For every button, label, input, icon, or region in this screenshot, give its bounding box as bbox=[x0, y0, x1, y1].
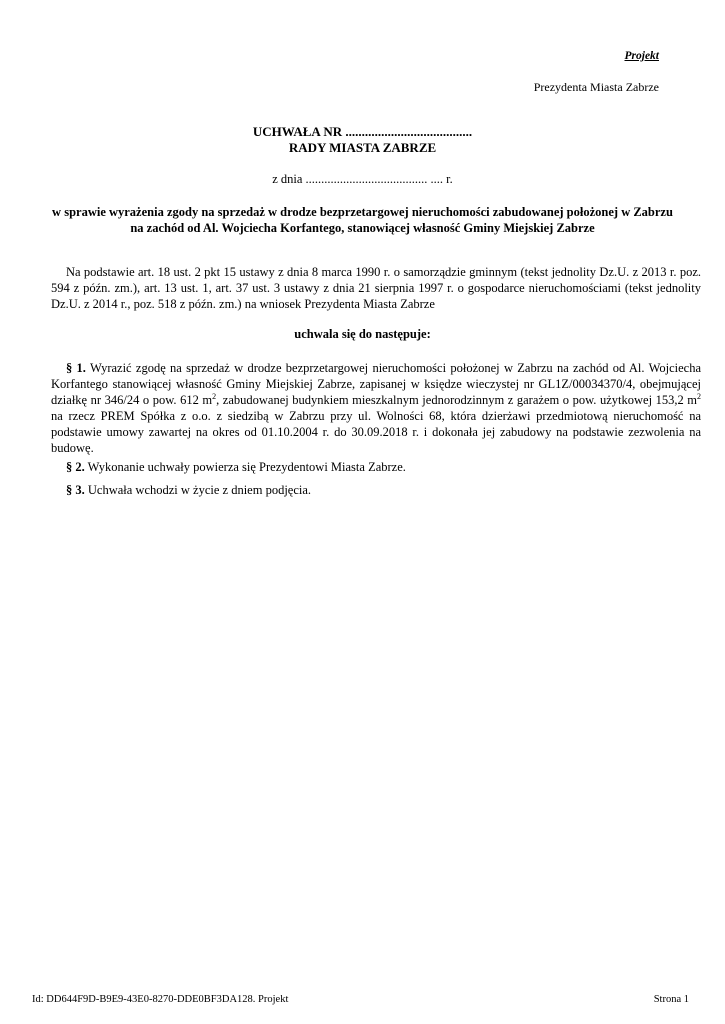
resolves-heading: uchwala się do następuje: bbox=[294, 327, 431, 341]
resolution-number-title: UCHWAŁA NR ....................................... bbox=[252, 124, 473, 139]
section-2-text: Wykonanie uchwały powierza się Prezydentowi Miasta Zabrze. bbox=[87, 460, 406, 474]
draft-label: Projekt bbox=[624, 50, 659, 62]
section-1-paragraph bbox=[51, 360, 701, 456]
author-label: Prezydenta Miasta Zabrze bbox=[533, 80, 659, 94]
section-3-text: Uchwała wchodzi w życie z dniem podjęcia. bbox=[87, 483, 312, 497]
section-1-number: § 1. bbox=[66, 361, 86, 375]
document-id-footer: Id: DD644F9D-B9E9-43E0-8270-DDE0BF3DA128. Projekt bbox=[32, 994, 289, 1005]
section-2-number: § 2. bbox=[66, 460, 85, 474]
section-3-paragraph bbox=[51, 482, 701, 498]
section-1-superscript-b: 2 bbox=[697, 391, 701, 401]
section-2-paragraph bbox=[51, 459, 701, 475]
section-1-text-c: na rzecz PREM Spółka z o.o. z siedzibą w Zabrzu przy ul. Wolności 68, która dzierżawi przedmiotową nieruchomość na podstawie umowy zawartej na okres od 01.10.2004 r. do 30.09.2018 r. i dokonała jej zabudowy na podstawie zezwolenia na budowę. bbox=[51, 409, 701, 455]
section-1-superscript-a: 2 bbox=[212, 391, 217, 401]
legal-basis-paragraph: Na podstawie art. 18 ust. 2 pkt 15 ustawy z dnia 8 marca 1990 r. o samorządzie gminnym (tekst jednolity Dz.U. z 2013 r. poz. 594 z późn. zm.), art. 13 ust. 1, art. 37 ust. 3 ustawy z dnia 21 sierpnia 1997 r. o gospodarce nieruchomościami (tekst jednolity Dz.U. z 2014 r., poz. 518 z późn. zm.) na wniosek Prezydenta Miasta Zabrze bbox=[51, 265, 701, 311]
section-1-text-a: Wyrazić zgodę na sprzedaż w drodze bezprzetargowej nieruchomości położonej w Zabrzu na zachód od Al. Wojciecha Korfantego stanowiącej własność Gminy Miejskiej Zabrze, zapisanej w księdze wieczystej nr GL1Z/00034370/4, obejmującej działkę nr 346/24 o pow. 612 m bbox=[51, 361, 702, 407]
section-3-number: § 3. bbox=[66, 483, 85, 497]
section-1-text-b: , zabudowanej budynkiem mieszkalnym jednorodzinnym z garażem o pow. użytkowej 153,2 m bbox=[216, 393, 697, 407]
date-line: z dnia ....................................... .... r. bbox=[272, 172, 453, 186]
council-name-title: RADY MIASTA ZABRZE bbox=[288, 140, 437, 155]
resolution-subject: w sprawie wyrażenia zgody na sprzedaż w drodze bezprzetargowej nieruchomości zabudowanej położonej w Zabrzu na zachód od Al. Wojciecha Korfantego, stanowiącej własność Gminy Miejskiej Zabrze bbox=[52, 205, 673, 235]
page-number-footer: Strona 1 bbox=[653, 994, 689, 1005]
